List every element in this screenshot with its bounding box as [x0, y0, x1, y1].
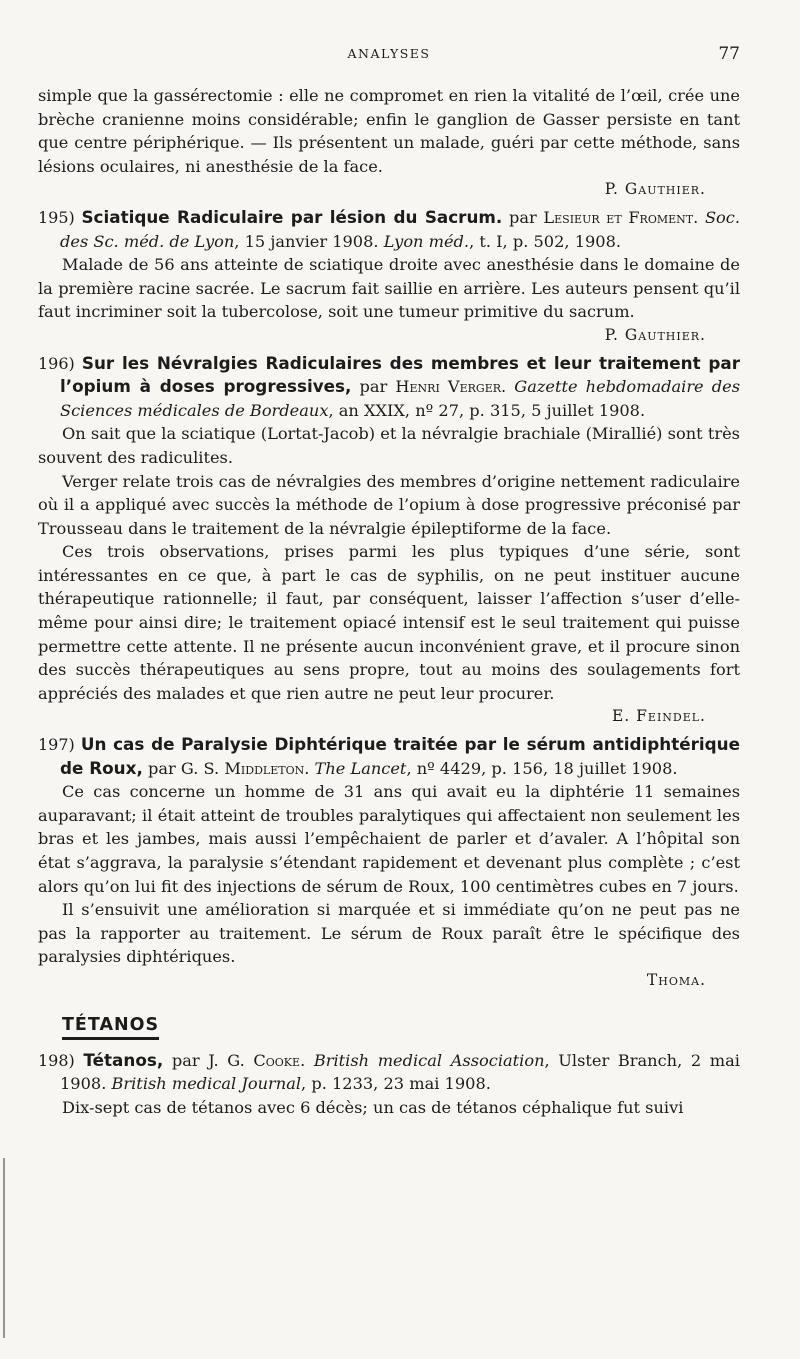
citation-text: par G. S.: [142, 758, 225, 778]
citation-text: .: [300, 1050, 314, 1070]
entry-number: 197): [38, 735, 75, 755]
entry-number: 195): [38, 207, 75, 227]
entry-authors: Cooke: [253, 1050, 301, 1070]
signature: [38, 969, 740, 993]
entry-196: [38, 352, 740, 423]
entry-title: Sciatique Radiculaire par lésion du Sacrum.: [81, 206, 503, 227]
section-title: TÉTANOS: [62, 1015, 159, 1040]
section-heading: [38, 1015, 740, 1035]
entry-authors: Lesieur et Froment: [543, 207, 694, 227]
page-body: [38, 84, 740, 1119]
entry-authors: Middleton: [224, 758, 305, 778]
signature-name: P. Gauthier.: [604, 180, 706, 199]
signature-name: Thoma.: [646, 970, 706, 989]
entry-authors: Henri Verger: [395, 377, 501, 397]
entry-number: 198): [38, 1050, 75, 1070]
signature: [38, 324, 740, 348]
journal-name: British medical Association: [313, 1050, 545, 1070]
entry-title: Tétanos,: [83, 1049, 164, 1070]
signature: [38, 705, 740, 729]
page-header: [38, 46, 740, 68]
citation-text: , t. I, p. 502, 1908.: [469, 231, 622, 251]
entry-title: Un cas de Paralysie Diphtérique traitée par le sérum antidiphtérique de Roux,: [60, 734, 740, 778]
entry-paragraph: Ces trois observations, prises parmi les plus typiques d’une série, sont intéressantes en ce que, à part le cas de syphilis, on ne peut instituer aucune thérapeutique rationnelle; il faut, par conséquent, laisser l’affection s’user d’elle-même pour ainsi dire; le traitement opiacé intensif est le seul traitement qui puisse permettre cette attente. Il ne présente aucun inconvénient grave, et il procure sinon des succès thérapeutiques au sens propre, tout au moins des soulagements fort appréciés des malades et que rien autre ne peut leur procurer.: [38, 542, 740, 703]
citation-text: , p. 1233, 23 mai 1908.: [301, 1074, 491, 1094]
citation-text: par: [502, 207, 544, 227]
citation-text: par: [351, 377, 396, 397]
journal-name: Lyon méd.: [383, 231, 470, 251]
citation-text: .: [304, 758, 315, 778]
citation-text: par J. G.: [163, 1050, 254, 1070]
citation-text: , nº 4429, p. 156, 18 juillet 1908.: [406, 758, 678, 778]
entry-title: Sur les Névralgies Radiculaires des membres et leur traitement par l’opium à doses progressives,: [60, 352, 740, 397]
running-head: ANALYSES: [347, 46, 431, 61]
entry-195: [38, 206, 740, 253]
signature-name: E. Feindel.: [611, 707, 706, 726]
entry-paragraph: Ce cas concerne un homme de 31 ans qui avait eu la diphtérie 11 semaines auparavant; il était atteint de troubles paralytiques qui affectaient non seulement les bras et les jambes, mais aussi l’empêchaient de parler et d’avaler. A l’hôpital son état s’aggrava, la paralysie s’étendant rapidement et devenant plus complète ; c’est alors qu’on lui fit des injections de sérum de Roux, 100 centimètres cubes en 7 jours.: [38, 782, 740, 896]
entry-paragraph: Il s’ensuivit une amélioration si marquée et si immédiate qu’on ne peut pas ne pas la rapporter au traitement. Le sérum de Roux paraît être le spécifique des paralysies diphtériques.: [38, 900, 740, 967]
citation-text: .: [501, 377, 515, 397]
signature-name: P. Gauthier.: [604, 325, 706, 344]
entry-198: [38, 1049, 740, 1096]
intro-paragraph: simple que la gassérectomie : elle ne compromet en rien la vitalité de l’œil, crée une brèche cranienne moins considérable; enfin le ganglion de Gasser persiste en tant que centre périphérique. — Ils présentent un malade, guéri par cette méthode, sans lésions oculaires, ni anesthésie de la face.: [38, 86, 740, 176]
journal-name: The Lancet: [314, 758, 407, 778]
citation-text: , Ulster Branch, 2 mai 1908.: [60, 1050, 740, 1094]
page-number: 77: [718, 44, 740, 64]
citation-text: .: [693, 207, 705, 227]
signature: [38, 178, 740, 202]
entry-197: [38, 733, 740, 780]
journal-name: Gazette hebdomadaire des Sciences médicales de Bordeaux: [60, 377, 740, 420]
entry-paragraph: Dix-sept cas de tétanos avec 6 décès; un cas de tétanos céphalique fut suivi: [62, 1097, 684, 1117]
entry-paragraph: Verger relate trois cas de névralgies des membres d’origine nettement radiculaire où il a appliqué avec succès la méthode de l’opium à dose progressive préconisé par Trousseau dans le traitement de la névralgie épileptiforme de la face.: [38, 471, 740, 538]
entry-paragraph: Malade de 56 ans atteinte de sciatique droite avec anesthésie dans le domaine de la première racine sacrée. Le sacrum fait saillie en arrière. Les auteurs pensent qu’il faut incriminer soit la tubercolose, soit une tumeur primitive du sacrum.: [38, 255, 740, 322]
journal-name: British medical Journal: [111, 1074, 302, 1094]
binding-edge-line: [3, 1158, 5, 1338]
citation-text: , 15 janvier 1908.: [234, 231, 384, 251]
journal-name: Soc. des Sc. méd. de Lyon: [60, 207, 740, 251]
citation-text: , an XXIX, nº 27, p. 315, 5 juillet 1908.: [328, 400, 646, 420]
entry-number: 196): [38, 353, 75, 373]
entry-paragraph: On sait que la sciatique (Lortat-Jacob) et la névralgie brachiale (Mirallié) sont très souvent des radiculites.: [38, 424, 740, 467]
